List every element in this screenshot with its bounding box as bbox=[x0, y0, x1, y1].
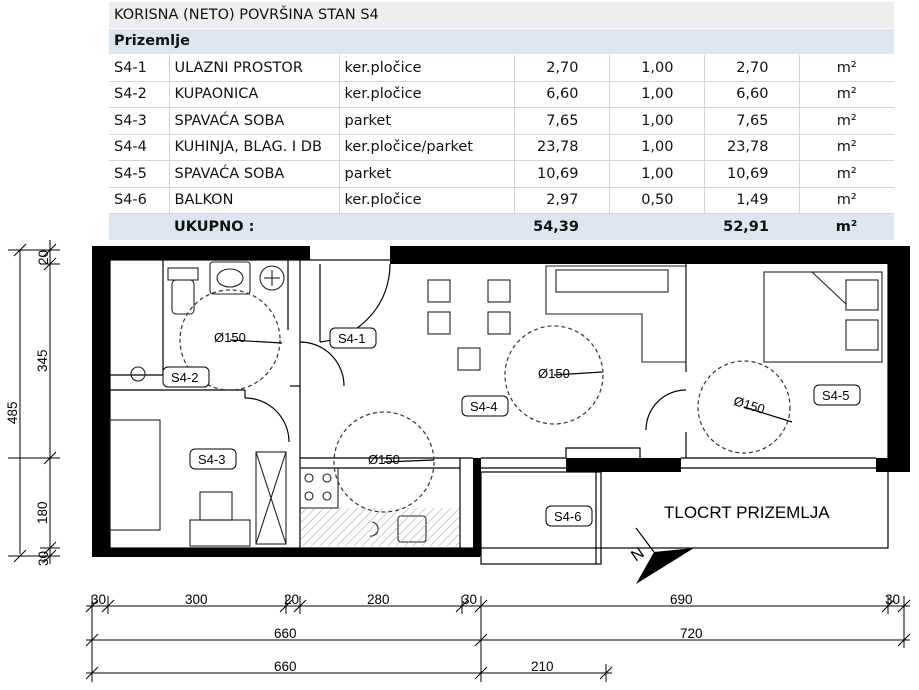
room-code: S4-2 bbox=[109, 81, 169, 108]
room-area: 2,97 bbox=[514, 187, 609, 214]
total-unit: m² bbox=[799, 214, 894, 241]
room-name: KUPAONICA bbox=[169, 81, 339, 108]
dim-bottom-1: 30 bbox=[91, 592, 107, 607]
dim-left-lower: 180 bbox=[35, 501, 50, 524]
room-finish: ker.pločice bbox=[339, 81, 514, 108]
room-coef: 1,00 bbox=[609, 81, 704, 108]
table-section: Prizemlje bbox=[109, 28, 894, 55]
room-finish: ker.pločice/parket bbox=[339, 134, 514, 161]
circle-label: Ø150 bbox=[214, 330, 246, 345]
dim-bottom-2: 720 bbox=[680, 626, 703, 641]
room-code: S4-6 bbox=[109, 187, 169, 214]
room-area: 10,69 bbox=[514, 161, 609, 188]
north-arrow-icon bbox=[628, 528, 694, 584]
room-name: BALKON bbox=[169, 187, 339, 214]
room-unit: m² bbox=[799, 108, 894, 135]
dim-bottom-1: 20 bbox=[284, 592, 300, 607]
dim-left-upper: 345 bbox=[35, 349, 50, 372]
room-code: S4-5 bbox=[109, 161, 169, 188]
room-net: 2,70 bbox=[704, 55, 799, 82]
bottom-dimensions bbox=[86, 596, 910, 682]
room-unit: m² bbox=[799, 161, 894, 188]
dim-left-total: 485 bbox=[5, 401, 20, 424]
room-name: KUHINJA, BLAG. I DB bbox=[169, 134, 339, 161]
room-coef: 1,00 bbox=[609, 108, 704, 135]
room-area: 2,70 bbox=[514, 55, 609, 82]
dim-bottom-3: 660 bbox=[274, 659, 297, 674]
room-name: SPAVAĆA SOBA bbox=[169, 161, 339, 188]
room-unit: m² bbox=[799, 187, 894, 214]
dim-bottom-1: 300 bbox=[185, 592, 208, 607]
room-area: 7,65 bbox=[514, 108, 609, 135]
dim-left-bottom: 30 bbox=[36, 550, 51, 566]
room-finish: parket bbox=[339, 108, 514, 135]
room-unit: m² bbox=[799, 55, 894, 82]
room-net: 6,60 bbox=[704, 81, 799, 108]
table-title: KORISNA (NETO) POVRŠINA STAN S4 bbox=[109, 2, 894, 28]
room-code: S4-1 bbox=[109, 55, 169, 82]
circle-label: Ø150 bbox=[538, 366, 570, 381]
dim-bottom-1: 30 bbox=[885, 592, 901, 607]
room-coef: 1,00 bbox=[609, 134, 704, 161]
room-label-s4-2: S4-2 bbox=[171, 370, 199, 385]
total-label: UKUPNO : bbox=[169, 214, 514, 241]
room-finish: ker.pločice bbox=[339, 187, 514, 214]
room-label-s4-4: S4-4 bbox=[470, 399, 498, 414]
room-code: S4-4 bbox=[109, 134, 169, 161]
room-coef: 0,50 bbox=[609, 187, 704, 214]
room-name: ULAZNI PROSTOR bbox=[169, 55, 339, 82]
room-area: 23,78 bbox=[514, 134, 609, 161]
dim-bottom-1: 30 bbox=[462, 592, 478, 607]
room-label-s4-3: S4-3 bbox=[198, 452, 226, 467]
room-label-s4-5: S4-5 bbox=[822, 388, 850, 403]
room-coef: 1,00 bbox=[609, 55, 704, 82]
circle-label: Ø150 bbox=[731, 393, 767, 417]
room-unit: m² bbox=[799, 134, 894, 161]
circle-label: Ø150 bbox=[368, 452, 400, 467]
dim-bottom-2: 660 bbox=[274, 626, 297, 641]
room-coef: 1,00 bbox=[609, 161, 704, 188]
dim-bottom-1: 280 bbox=[367, 592, 390, 607]
room-code: S4-3 bbox=[109, 108, 169, 135]
room-unit: m² bbox=[799, 81, 894, 108]
total-net: 52,91 bbox=[704, 214, 799, 241]
total-area: 54,39 bbox=[514, 214, 609, 241]
room-label-s4-1: S4-1 bbox=[338, 331, 366, 346]
plan-title: TLOCRT PRIZEMLJA bbox=[664, 503, 830, 522]
room-label-s4-6: S4-6 bbox=[554, 509, 582, 524]
room-finish: parket bbox=[339, 161, 514, 188]
dim-left-top: 20 bbox=[36, 249, 51, 265]
room-net: 1,49 bbox=[704, 187, 799, 214]
room-net: 10,69 bbox=[704, 161, 799, 188]
room-area: 6,60 bbox=[514, 81, 609, 108]
room-finish: ker.pločice bbox=[339, 55, 514, 82]
dim-bottom-1: 690 bbox=[670, 592, 693, 607]
north-label: N bbox=[628, 544, 648, 566]
room-net: 23,78 bbox=[704, 134, 799, 161]
room-net: 7,65 bbox=[704, 108, 799, 135]
room-name: SPAVAĆA SOBA bbox=[169, 108, 339, 135]
dim-bottom-3: 210 bbox=[531, 659, 554, 674]
